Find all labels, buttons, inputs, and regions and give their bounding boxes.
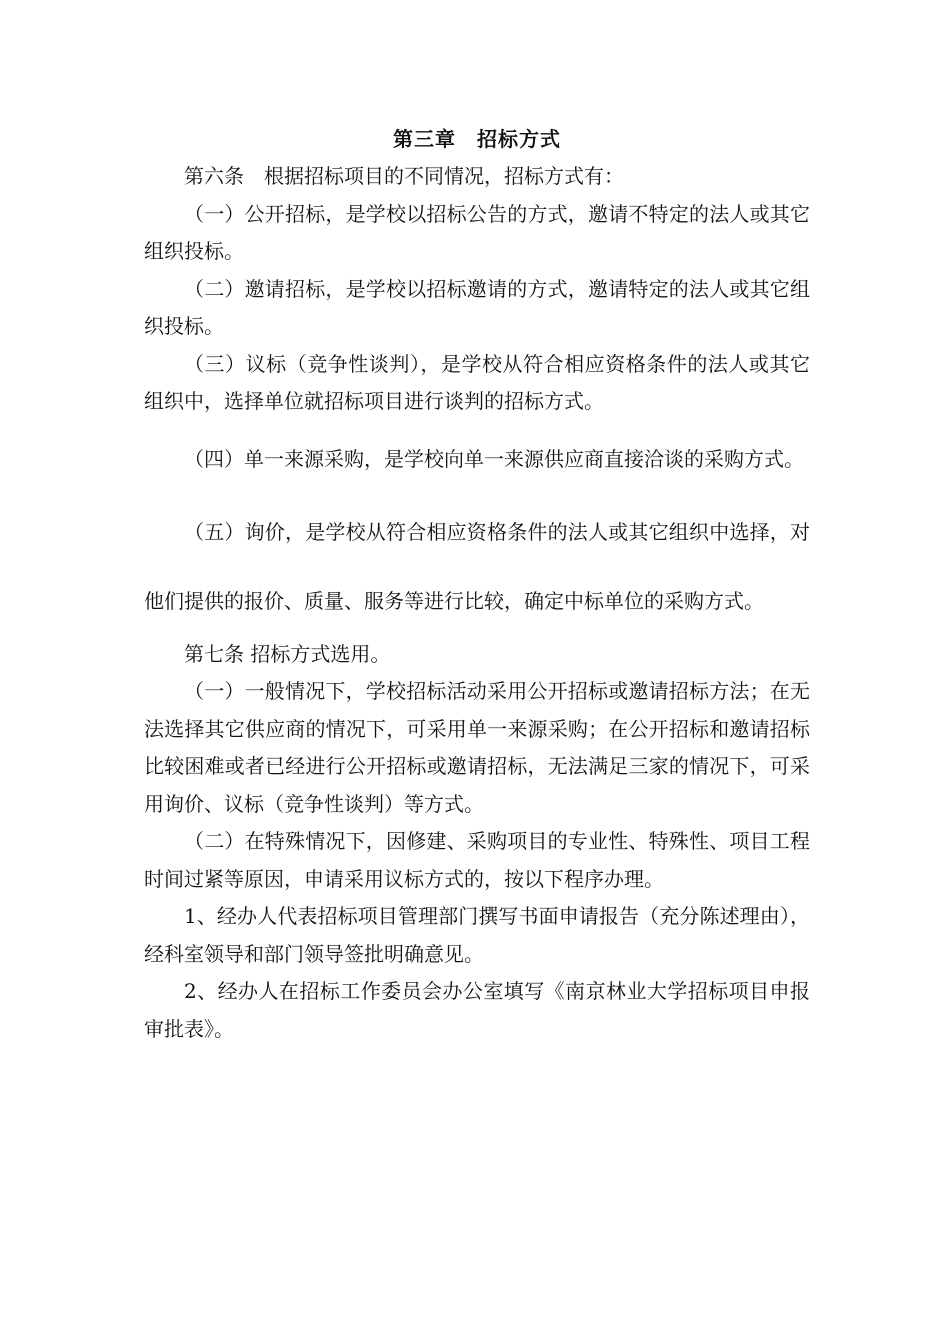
method-single-source: （四）单一来源采购，是学校向单一来源供应商直接洽谈的采购方式。 <box>184 446 804 471</box>
document-page <box>144 120 810 1048</box>
method-inquiry: （五）询价，是学校从符合相应资格条件的法人或其它组织中选择，对他们提供的报价、质量、服务等进行比较，确定中标单位的采购方式。 <box>144 519 810 613</box>
article-6-intro: 第六条 根据招标项目的不同情况，招标方式有： <box>184 164 624 188</box>
method-negotiation: （三）议标（竞争性谈判），是学校从符合相应资格条件的法人或其它组织中，选择单位就招标项目进行谈判的招标方式。 <box>144 351 810 413</box>
article-7-intro: 第七条 招标方式选用。 <box>184 641 391 666</box>
procedure-step-2: 2、经办人在招标工作委员会办公室填写《南京林业大学招标项目申报审批表》。 <box>144 979 810 1041</box>
method-invited-tender: （二）邀请招标，是学校以招标邀请的方式，邀请特定的法人或其它组织投标。 <box>144 276 810 338</box>
chapter-title: 第三章 招标方式 <box>393 127 561 151</box>
procedure-step-1: 1、经办人代表招标项目管理部门撰写书面申请报告（充分陈述理由），经科室领导和部门领导签批明确意见。 <box>144 904 810 966</box>
method-open-tender: （一）公开招标，是学校以招标公告的方式，邀请不特定的法人或其它组织投标。 <box>144 201 810 263</box>
selection-general: （一）一般情况下，学校招标活动采用公开招标或邀请招标方法；在无法选择其它供应商的情况下，可采用单一来源采购；在公开招标和邀请招标比较困难或者已经进行公开招标或邀请招标，无法满足三家的情况下，可采用询价、议标（竞争性谈判）等方式。 <box>144 679 810 816</box>
selection-special: （二）在特殊情况下，因修建、采购项目的专业性、特殊性、项目工程时间过紧等原因，申请采用议标方式的，按以下程序办理。 <box>144 829 810 891</box>
